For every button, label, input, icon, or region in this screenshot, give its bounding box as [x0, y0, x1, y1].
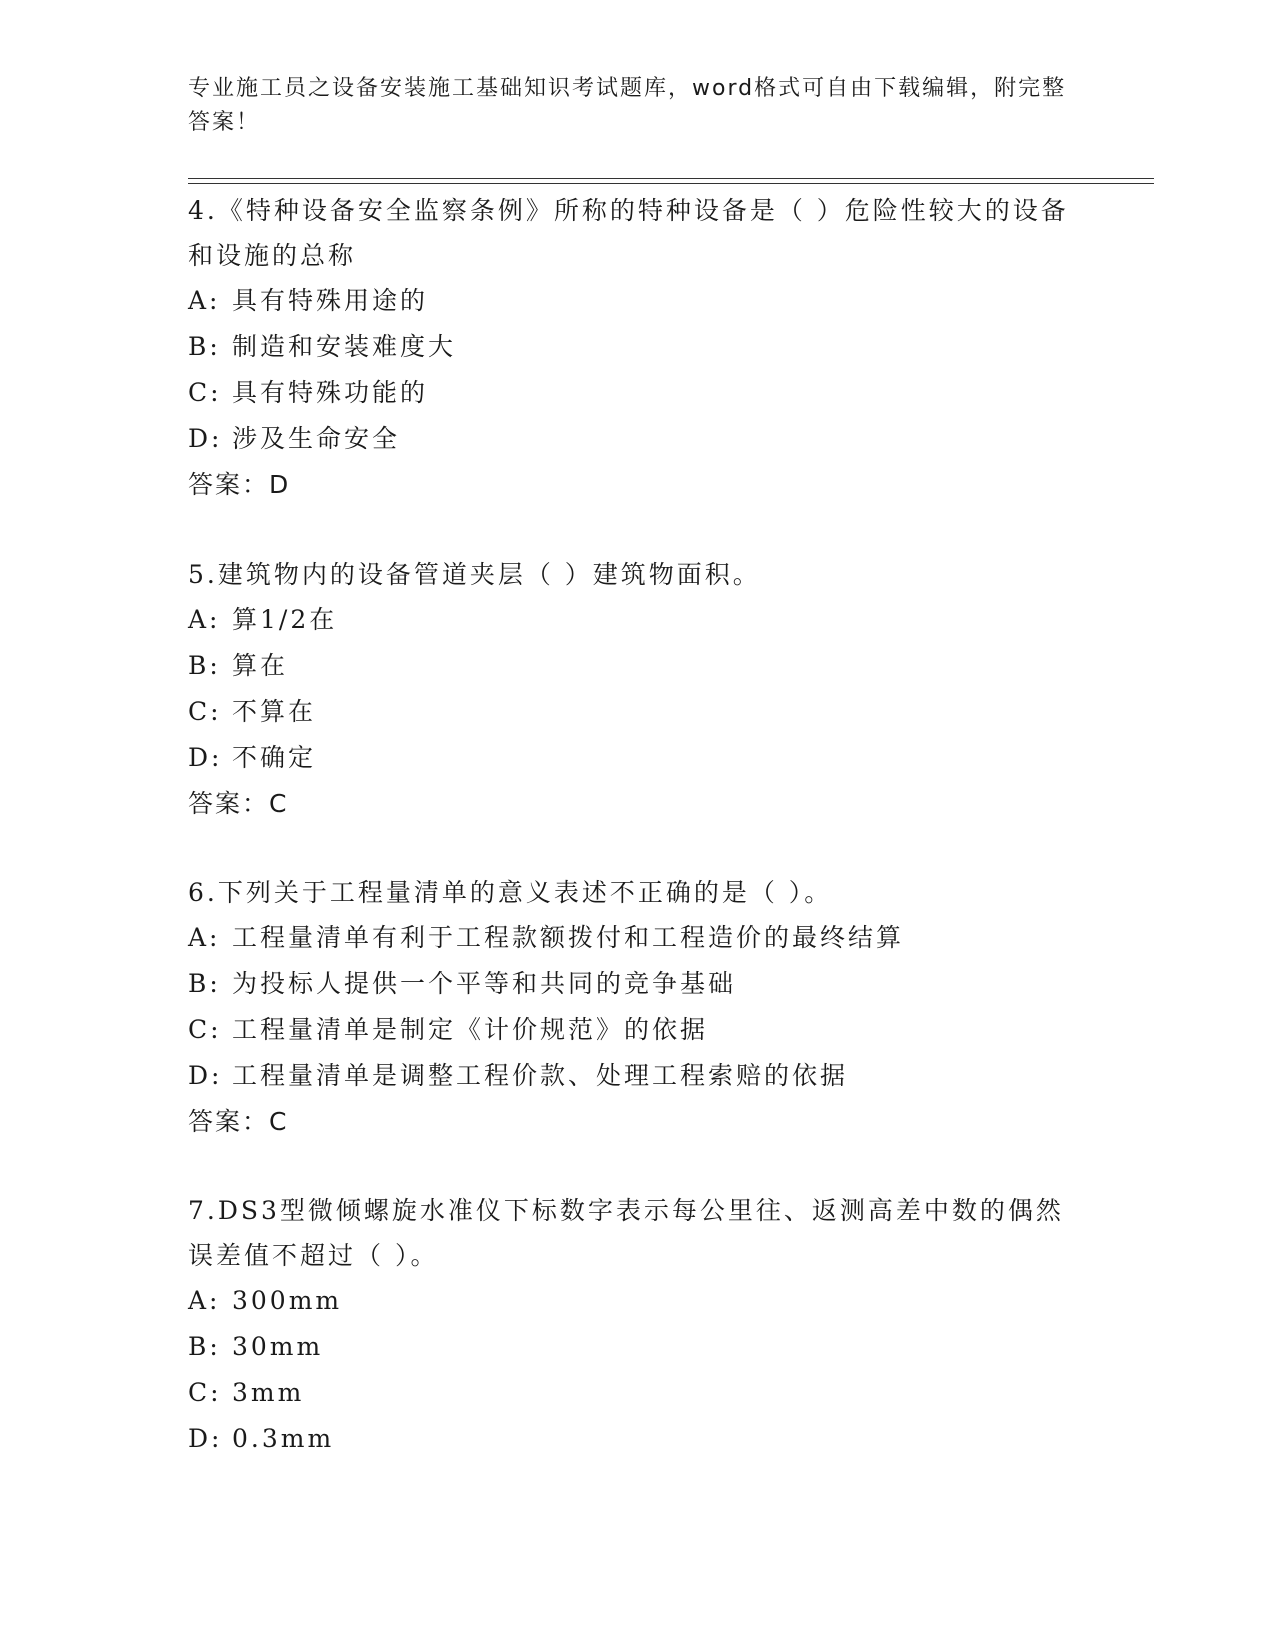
- option-text: 算1/2在: [232, 605, 338, 634]
- question-block: [188, 552, 1088, 827]
- option-key: A:: [188, 286, 221, 315]
- option-b: [188, 324, 1088, 370]
- option-key: D:: [188, 743, 223, 772]
- option-d: [188, 1053, 1088, 1099]
- option-text: 涉及生命安全: [232, 424, 401, 453]
- option-text: 工程量清单是制定《计价规范》的依据: [232, 1015, 709, 1044]
- question-block: [188, 188, 1088, 508]
- option-text: 工程量清单有利于工程款额拨付和工程造价的最终结算: [232, 923, 905, 952]
- option-a: [188, 278, 1088, 324]
- option-text: 3mm: [232, 1378, 305, 1407]
- option-text: 具有特殊用途的: [232, 286, 429, 315]
- option-a: [188, 597, 1088, 643]
- option-c: [188, 1007, 1088, 1053]
- option-key: B:: [188, 332, 221, 361]
- option-a: [188, 1278, 1088, 1324]
- option-key: C:: [188, 1378, 222, 1407]
- option-key: B:: [188, 969, 221, 998]
- document-intro: 专业施工员之设备安装施工基础知识考试题库，word格式可自由下载编辑，附完整答案！: [188, 76, 1067, 135]
- option-key: C:: [188, 1015, 222, 1044]
- option-text: 为投标人提供一个平等和共同的竞争基础: [232, 969, 737, 998]
- option-b: [188, 643, 1088, 689]
- option-key: C:: [188, 697, 222, 726]
- option-key: B:: [188, 1332, 221, 1361]
- option-d: [188, 1416, 1088, 1462]
- option-c: [188, 689, 1088, 735]
- option-text: 300mm: [232, 1286, 343, 1315]
- answer-line: 答案：D: [188, 470, 291, 499]
- option-a: [188, 915, 1088, 961]
- answer-line: 答案：C: [188, 1107, 289, 1136]
- question-block: [188, 1188, 1088, 1462]
- option-key: D:: [188, 424, 223, 453]
- option-text: 0.3mm: [232, 1424, 335, 1453]
- option-d: [188, 416, 1088, 462]
- option-text: 不算在: [232, 697, 317, 726]
- option-key: A:: [188, 1286, 221, 1315]
- header-divider-bottom: [188, 183, 1154, 184]
- question-stem: 6.下列关于工程量清单的意义表述不正确的是（ ）。: [188, 878, 833, 907]
- option-key: D:: [188, 1424, 223, 1453]
- header-divider-top: [188, 178, 1154, 179]
- option-key: A:: [188, 923, 221, 952]
- question-stem: 5.建筑物内的设备管道夹层（ ）建筑物面积。: [188, 560, 761, 589]
- answer-line: 答案：C: [188, 789, 289, 818]
- question-block: [188, 870, 1088, 1145]
- option-c: [188, 1370, 1088, 1416]
- option-text: 不确定: [232, 743, 317, 772]
- option-key: C:: [188, 378, 222, 407]
- option-b: [188, 961, 1088, 1007]
- option-text: 具有特殊功能的: [232, 378, 429, 407]
- option-key: B:: [188, 651, 221, 680]
- option-c: [188, 370, 1088, 416]
- question-stem: 7.DS3型微倾螺旋水准仪下标数字表示每公里往、返测高差中数的偶然误差值不超过（ ）。: [188, 1196, 1064, 1270]
- option-text: 工程量清单是调整工程价款、处理工程索赔的依据: [232, 1061, 849, 1090]
- question-stem: 4.《特种设备安全监察条例》所称的特种设备是（ ）危险性较大的设备和设施的总称: [188, 196, 1069, 270]
- option-key: D:: [188, 1061, 223, 1090]
- option-b: [188, 1324, 1088, 1370]
- option-text: 制造和安装难度大: [232, 332, 457, 361]
- option-d: [188, 735, 1088, 781]
- option-key: A:: [188, 605, 221, 634]
- option-text: 30mm: [232, 1332, 324, 1361]
- option-text: 算在: [232, 651, 289, 680]
